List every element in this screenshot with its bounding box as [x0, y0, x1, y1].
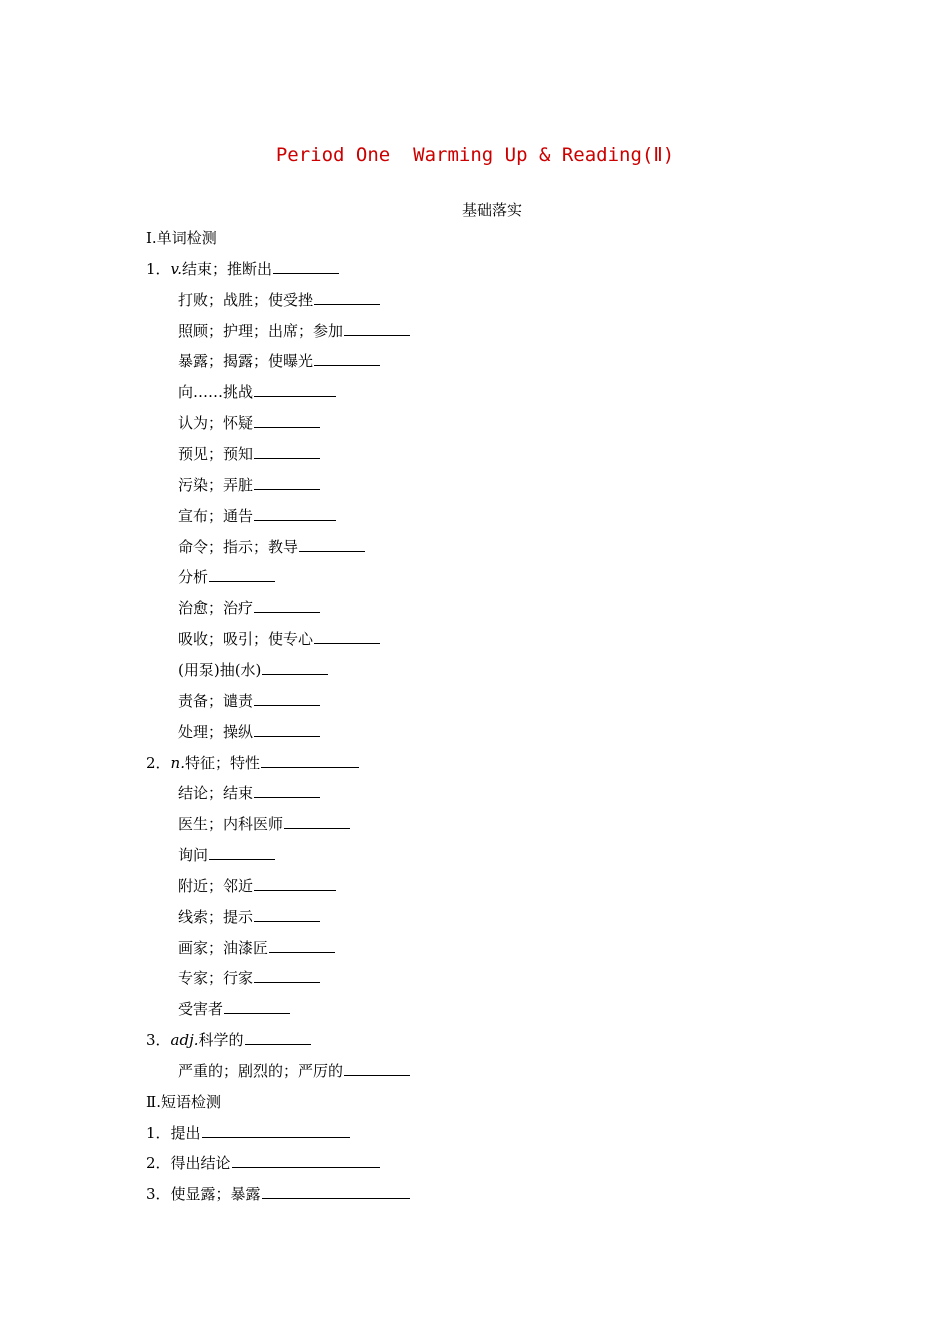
answer-blank[interactable]: [254, 689, 320, 706]
phrase-item: [146, 1121, 350, 1145]
item-text: 吸收；吸引；使专心: [178, 630, 314, 648]
section-subtitle: 基础落实: [461, 201, 522, 219]
item-text: 照顾；护理；出席；参加: [178, 322, 344, 340]
answer-blank[interactable]: [254, 720, 320, 737]
item-text: 预见；预知: [178, 445, 254, 463]
page-title: Period One Warming Up & Reading(Ⅱ): [275, 144, 675, 166]
answer-blank[interactable]: [262, 658, 328, 675]
word-item: [178, 565, 275, 589]
word-item: [178, 1059, 410, 1083]
item-text: 暴露；揭露；使曝光: [178, 352, 314, 370]
item-text: 污染；弄脏: [178, 476, 254, 494]
answer-blank[interactable]: [254, 473, 320, 490]
answer-blank[interactable]: [254, 504, 336, 521]
item-text: 治愈；治疗: [178, 599, 254, 617]
answer-blank[interactable]: [254, 905, 320, 922]
answer-blank[interactable]: [209, 565, 275, 582]
answer-blank[interactable]: [224, 997, 290, 1014]
answer-blank[interactable]: [254, 411, 320, 428]
word-item: [178, 812, 350, 836]
word-item: [146, 257, 339, 281]
item-number: 3．: [146, 1031, 171, 1049]
item-number: 1．: [146, 1124, 171, 1142]
phrase-item: [146, 1182, 410, 1206]
phrase-item: [146, 1151, 380, 1175]
answer-blank[interactable]: [344, 319, 410, 336]
answer-blank[interactable]: [254, 781, 320, 798]
word-item: [178, 689, 320, 713]
answer-blank[interactable]: [344, 1059, 410, 1076]
word-item: [178, 380, 336, 404]
answer-blank[interactable]: [245, 1028, 311, 1045]
answer-blank[interactable]: [299, 535, 365, 552]
item-text: 打败；战胜；使受挫: [178, 291, 314, 309]
answer-blank[interactable]: [314, 288, 380, 305]
word-item: [178, 596, 320, 620]
item-text: 提出: [170, 1124, 201, 1142]
answer-blank[interactable]: [273, 257, 339, 274]
item-text: 线索；提示: [178, 908, 254, 926]
word-item: [146, 751, 359, 775]
item-number: 2．: [146, 1154, 171, 1172]
word-item: [178, 905, 320, 929]
word-item: [178, 442, 320, 466]
item-text: 专家；行家: [178, 969, 254, 987]
item-text: 处理；操纵: [178, 723, 254, 741]
word-item: [178, 936, 335, 960]
answer-blank[interactable]: [254, 874, 336, 891]
word-item: [178, 319, 410, 343]
item-text: 结束；推断出: [182, 260, 273, 278]
item-text: 命令；指示；教导: [178, 538, 299, 556]
item-number: 3．: [146, 1185, 171, 1203]
item-text: 画家；油漆匠: [178, 939, 269, 957]
item-text: 责备；谴责: [178, 692, 254, 710]
item-text: 分析: [178, 568, 209, 586]
item-text: 认为；怀疑: [178, 414, 254, 432]
answer-blank[interactable]: [314, 627, 380, 644]
part-of-speech: adj.: [170, 1031, 199, 1049]
word-item: [146, 1028, 311, 1052]
item-text: 附近；邻近: [178, 877, 254, 895]
word-item: [178, 288, 380, 312]
answer-blank[interactable]: [269, 936, 335, 953]
item-text: 严重的；剧烈的；严厉的: [178, 1062, 344, 1080]
answer-blank[interactable]: [202, 1121, 350, 1138]
item-text: 受害者: [178, 1000, 224, 1018]
answer-blank[interactable]: [261, 751, 359, 768]
answer-blank[interactable]: [254, 442, 320, 459]
item-text: 特征；特性: [184, 754, 260, 772]
item-text: 向……挑战: [178, 383, 254, 401]
answer-blank[interactable]: [314, 349, 380, 366]
word-item: [178, 658, 328, 682]
word-item: [178, 781, 320, 805]
item-number: 2．: [146, 754, 171, 772]
item-text: 使显露；暴露: [170, 1185, 261, 1203]
item-number: 1．: [146, 260, 171, 278]
item-text: (用泵)抽(水): [178, 661, 262, 679]
part-of-speech: n.: [170, 754, 185, 772]
item-text: 宣布；通告: [178, 507, 254, 525]
answer-blank[interactable]: [254, 966, 320, 983]
word-item: [178, 411, 320, 435]
item-text: 询问: [178, 846, 209, 864]
answer-blank[interactable]: [262, 1182, 410, 1199]
answer-blank[interactable]: [232, 1151, 380, 1168]
item-text: 科学的: [198, 1031, 244, 1049]
word-item: [178, 504, 336, 528]
item-text: 得出结论: [170, 1154, 231, 1172]
word-item: [178, 966, 320, 990]
answer-blank[interactable]: [254, 380, 336, 397]
word-item: [178, 720, 320, 744]
section1-heading: Ⅰ.单词检测: [146, 229, 217, 247]
section2-heading: Ⅱ.短语检测: [146, 1093, 221, 1111]
word-item: [178, 997, 290, 1021]
item-text: 结论；结束: [178, 784, 254, 802]
item-text: 医生；内科医师: [178, 815, 284, 833]
word-item: [178, 874, 336, 898]
answer-blank[interactable]: [209, 843, 275, 860]
part-of-speech: v.: [170, 260, 183, 278]
word-item: [178, 843, 275, 867]
word-item: [178, 627, 380, 651]
word-item: [178, 535, 365, 559]
answer-blank[interactable]: [254, 596, 320, 613]
answer-blank[interactable]: [284, 812, 350, 829]
word-item: [178, 349, 380, 373]
word-item: [178, 473, 320, 497]
